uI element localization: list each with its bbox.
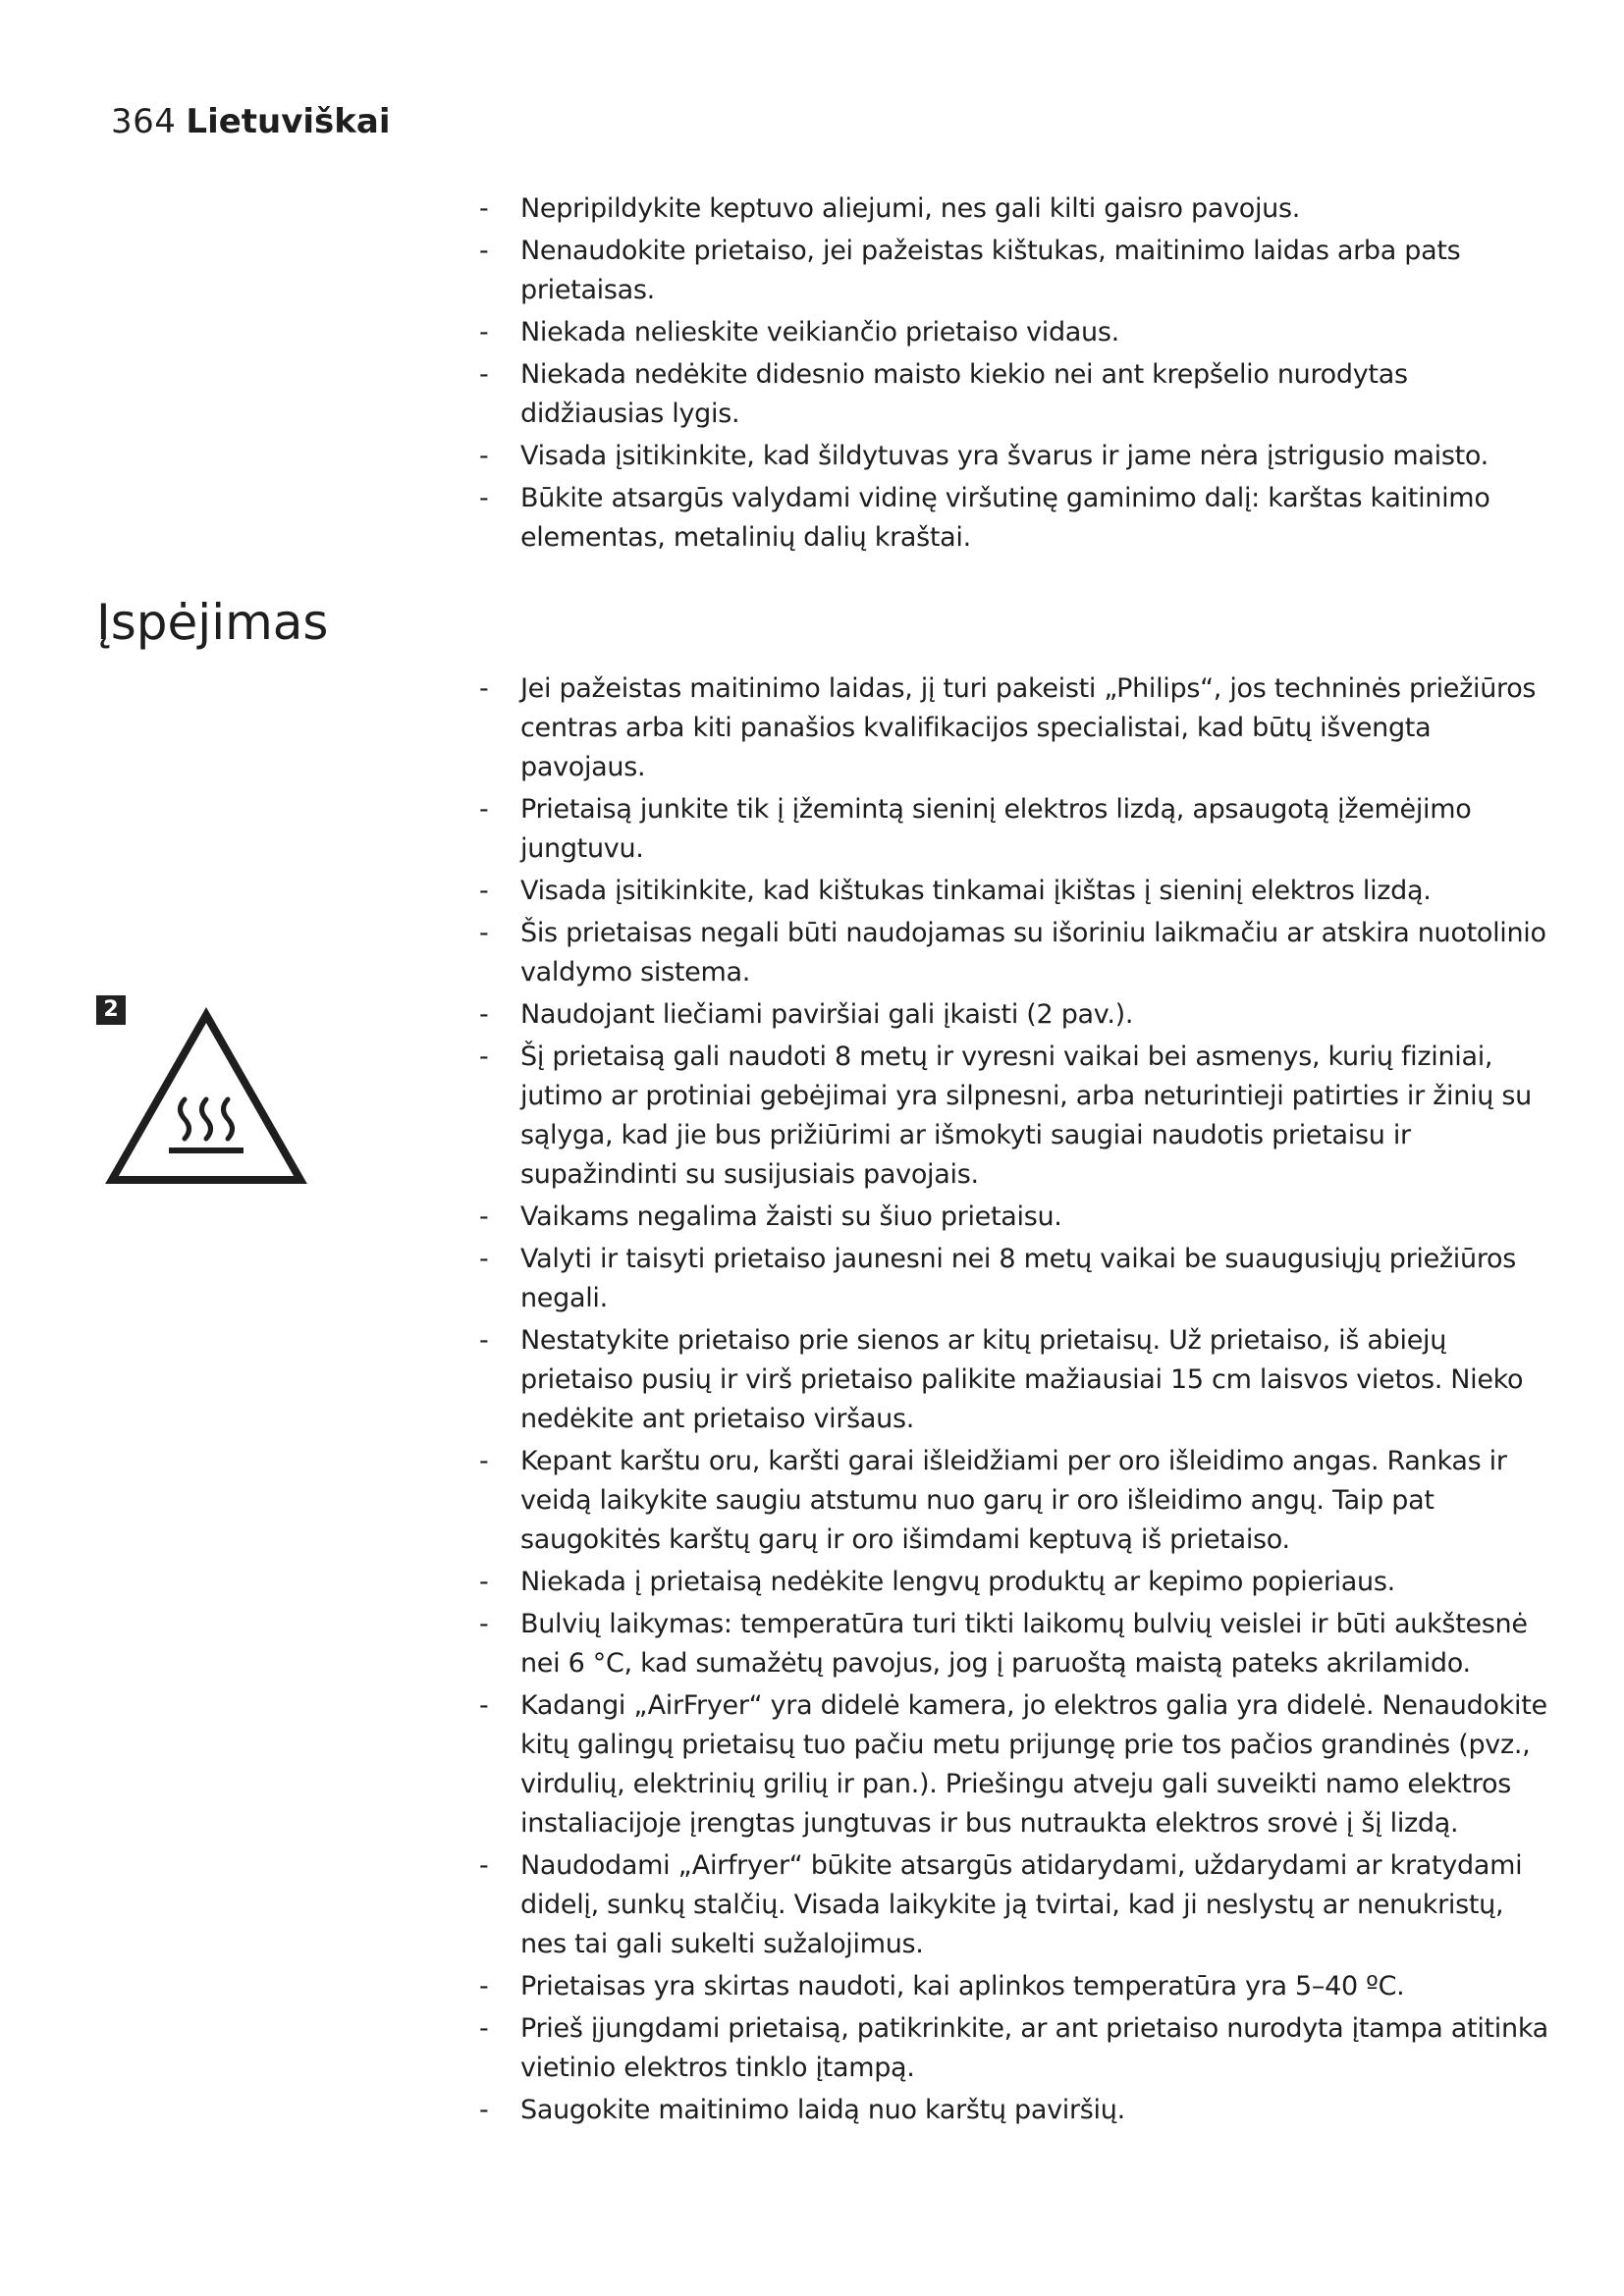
list-item: - Visada įsitikinkite, kad šildytuvas yra švarus ir jame nėra įstrigusio maisto. <box>479 437 1549 476</box>
section-title: Įspėjimas <box>96 594 329 651</box>
list-item: - Valyti ir taisyti prietaiso jaunesni nei 8 metų vaikai be suaugusiųjų priežiūros negali. <box>479 1240 1549 1318</box>
page-number: 364 <box>111 102 177 141</box>
list-item: - Nestatykite prietaiso prie sienos ar kitų prietaisų. Už prietaiso, iš abiejų prietaiso pusių ir virš prietaiso palikite mažiausiai 15 cm laisvos vietos. Nieko nedėkite ant prietaiso viršaus. <box>479 1321 1549 1439</box>
language-title: Lietuviškai <box>186 102 391 141</box>
list-item: - Kadangi „AirFryer“ yra didelė kamera, jo elektros galia yra didelė. Nenaudokite kitų galingų prietaisų tuo pačiu metu prijungę prie tos pačios grandinės (pvz., virdulių, elektrinių grilių ir pan.). Priešingu atveju gali suveikti namo elektros instaliacijoje įrengtas jungtuvas ir bus nutraukta elektros srovė į šį lizdą. <box>479 1686 1549 1843</box>
list-item: - Vaikams negalima žaisti su šiuo prietaisu. <box>479 1198 1549 1237</box>
list-item: - Naudojant liečiami paviršiai gali įkaisti (2 pav.). <box>479 995 1549 1035</box>
list-item: - Šį prietaisą gali naudoti 8 metų ir vyresni vaikai bei asmenys, kurių fiziniai, jutimo ar protiniai gebėjimai yra silpnesni, arba neturintieji patirties ir žinių su sąlyga, kad jie bus prižiūrimi ar išmokyti saugiai naudotis prietaisu ir supažindinti su susijusiais pavojais. <box>479 1038 1549 1195</box>
list-item: - Prietaisą junkite tik į įžemintą sieninį elektros lizdą, apsaugotą įžemėjimo jungtuvu. <box>479 790 1549 869</box>
list-item: - Visada įsitikinkite, kad kištukas tinkamai įkištas į sieninį elektros lizdą. <box>479 872 1549 911</box>
warnings-list <box>479 669 1549 2133</box>
list-item: - Prietaisas yra skirtas naudoti, kai aplinkos temperatūra yra 5–40 ºC. <box>479 1967 1549 2006</box>
list-item: - Nenaudokite prietaiso, jei pažeistas kištukas, maitinimo laidas arba pats prietaisas. <box>479 232 1549 310</box>
list-item: - Prieš įjungdami prietaisą, patikrinkite, ar ant prietaiso nurodyta įtampa atitinka vietinio elektros tinklo įtampą. <box>479 2009 1549 2088</box>
list-item: - Jei pažeistas maitinimo laidas, jį turi pakeisti „Philips“, jos techninės priežiūros centras arba kiti panašios kvalifikacijos specialistai, kad būtų išvengta pavojaus. <box>479 669 1549 787</box>
list-item: - Niekada nedėkite didesnio maisto kiekio nei ant krepšelio nurodytas didžiausias lygis. <box>479 355 1549 434</box>
page-header <box>111 98 391 145</box>
list-item: - Būkite atsargūs valydami vidinę viršutinę gaminimo dalį: karštas kaitinimo elementas, metalinių dalių kraštai. <box>479 479 1549 558</box>
list-item: - Bulvių laikymas: temperatūra turi tikti laikomų bulvių veislei ir būti aukštesnė nei 6 °C, kad sumažėtų pavojus, jog į paruoštą maistą pateks akrilamido. <box>479 1605 1549 1683</box>
figure-number-badge: 2 <box>96 995 126 1025</box>
list-item: - Niekada nelieskite veikiančio prietaiso vidaus. <box>479 313 1549 352</box>
list-item: - Šis prietaisas negali būti naudojamas su išoriniu laikmačiu ar atskira nuotolinio valdymo sistema. <box>479 914 1549 992</box>
hot-surface-warning-icon <box>102 1005 310 1192</box>
list-item: - Niekada į prietaisą nedėkite lengvų produktų ar kepimo popieriaus. <box>479 1563 1549 1602</box>
list-item: - Naudodami „Airfryer“ būkite atsargūs atidarydami, uždarydami ar kratydami didelį, sunkų stalčių. Visada laikykite ją tvirtai, kad ji neslystų ar nenukristų, nes tai gali sukelti sužalojimus. <box>479 1846 1549 1964</box>
list-item: - Kepant karštu oru, karšti garai išleidžiami per oro išleidimo angas. Rankas ir veidą laikykite saugiu atstumu nuo garų ir oro išleidimo angų. Taip pat saugokitės karštų garų ir oro išimdami keptuvą iš prietaiso. <box>479 1442 1549 1560</box>
list-item: - Saugokite maitinimo laidą nuo karštų paviršių. <box>479 2091 1549 2130</box>
list-item: - Nepripildykite keptuvo aliejumi, nes gali kilti gaisro pavojus. <box>479 189 1549 229</box>
precautions-list <box>479 189 1549 561</box>
